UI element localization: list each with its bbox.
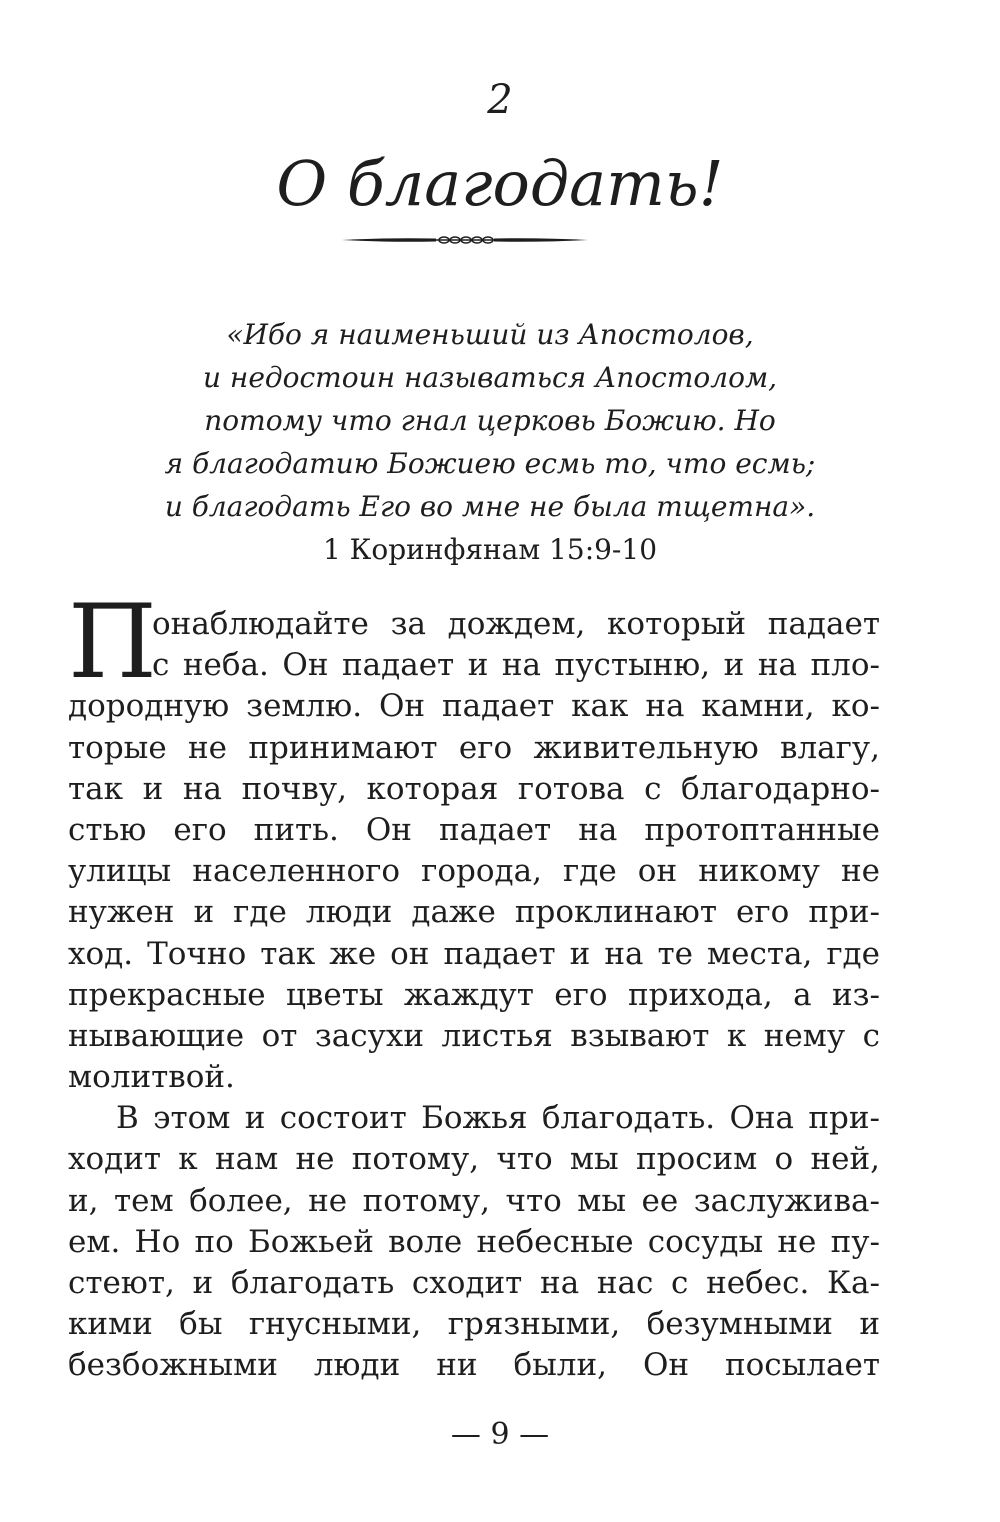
paragraph-line: прекрасные цветы жаждут его прихода, а из-: [68, 976, 880, 1013]
paragraph-line: кими бы гнусными, грязными, безумными и: [68, 1306, 880, 1343]
chapter-number: 2: [487, 77, 513, 123]
paragraph-line: с неба. Он падает и на пустыню, и на пло-: [152, 647, 880, 684]
paragraph-line: онаблюдайте за дождем, который падает: [152, 606, 880, 642]
paragraph-line: В этом и состоит Божья благодать. Она при-: [116, 1100, 880, 1137]
paragraph-line: торые не принимают его живительную влагу,: [68, 729, 880, 766]
paragraph-line: нужен и где люди даже проклинают его при-: [68, 894, 880, 931]
epigraph-line: потому что гнал церковь Божию. Но: [204, 404, 776, 437]
chapter-title: О благодать!: [276, 147, 724, 220]
paragraph-line: дородную землю. Он падает как на камни, ко-: [68, 688, 880, 725]
paragraph-line: молитвой.: [68, 1059, 235, 1096]
epigraph-line: и недостоин называться Апостолом,: [202, 361, 778, 394]
paragraph-line: улицы населенного города, где он никому не: [68, 853, 880, 890]
ornament-divider-icon: [340, 228, 590, 252]
paragraph-line: нывающие от засухи листья взывают к нему с: [68, 1017, 880, 1054]
body-text: [68, 583, 880, 1387]
paragraph-line: и, тем более, не потому, что мы ее заслужива-: [68, 1182, 880, 1219]
epigraph-reference: 1 Коринфянам 15:9-10: [322, 533, 658, 566]
epigraph-line: я благодатию Божиею есмь то, что есмь;: [164, 447, 816, 480]
paragraph-line: так и на почву, которая готова с благодарно-: [68, 770, 880, 807]
paragraph-line: стеют, и благодать сходит на нас с небес. Ка-: [68, 1265, 880, 1301]
paragraph-line: ход. Точно так же он падает и на те места, где: [68, 935, 880, 972]
paragraph-line: ходит к нам не потому, что мы просим о ней,: [68, 1141, 880, 1178]
drop-cap: П: [68, 583, 157, 702]
epigraph: [100, 313, 880, 571]
paragraph-line: ем. Но по Божьей воле небесные сосуды не пу-: [68, 1223, 880, 1260]
paragraph-line: стью его пить. Он падает на протоптанные: [68, 811, 880, 848]
page-number: — 9 —: [450, 1417, 550, 1452]
epigraph-line: и благодать Его во мне не была тщетна».: [164, 490, 816, 523]
paragraph-line: безбожными люди ни были, Он посылает: [68, 1347, 880, 1384]
epigraph-line: «Ибо я наименьший из Апостолов,: [226, 318, 754, 351]
